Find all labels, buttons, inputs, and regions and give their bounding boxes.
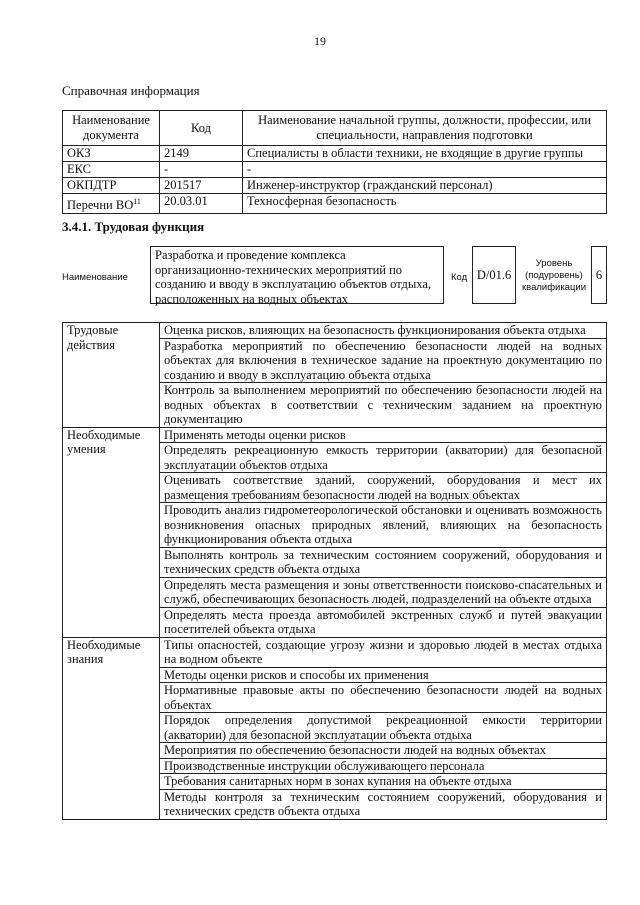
knowledge-item: Требования санитарных норм в зонах купания на объекте отдыха	[160, 774, 607, 790]
qualification-level-label: Уровень (подуровень) квалификации	[521, 258, 587, 293]
labor-actions-label: Трудовые действия	[63, 323, 160, 428]
cell-name: Инженер-инструктор (гражданский персонал)	[243, 178, 607, 194]
labor-action-item: Контроль за выполнением мероприятий по обеспечению безопасности людей на водных объектах в соответствии с техническим заданием на проектную документацию	[160, 383, 607, 428]
knowledge-item: Методы контроля за техническим состоянием сооружений, оборудования и технических средств объекта отдыха	[160, 789, 607, 819]
cell-code: 20.03.01	[160, 194, 243, 214]
cell-document: ОКПДТР	[63, 178, 160, 194]
table-row	[63, 162, 607, 178]
skill-item: Оценивать соответствие зданий, сооружений, оборудования и мест их размещения требованиям безопасности людей на водных объектах	[160, 473, 607, 503]
function-name-row	[62, 246, 607, 308]
reference-table	[62, 110, 607, 214]
cell-document: ОКЗ	[63, 146, 160, 162]
page-number: 19	[314, 34, 326, 48]
cell-document	[63, 194, 160, 214]
table-row	[63, 323, 607, 339]
reference-table-header	[63, 111, 607, 146]
function-code-value: D/01.6	[472, 246, 516, 304]
knowledge-item: Методы оценки рисков и способы их применения	[160, 667, 607, 683]
skill-item: Определять места проезда автомобилей экстренных служб и путей эвакуации посетителей объекта отдыха	[160, 607, 607, 637]
document-name: Перечни ВО	[67, 198, 134, 213]
table-row	[63, 178, 607, 194]
knowledge-item: Нормативные правовые акты по обеспечению безопасности людей на водных объектах	[160, 683, 607, 713]
reference-title: Справочная информация	[62, 83, 200, 98]
table-row	[63, 194, 607, 214]
knowledge-item: Производственные инструкции обслуживающего персонала	[160, 758, 607, 774]
header-document: Наименование документа	[63, 111, 160, 146]
header-group-name: Наименование начальной группы, должности, профессии, или специальности, направления подготовки	[243, 111, 607, 146]
skill-item: Проводить анализ гидрометеорологической обстановки и оценивать возможность возникновения опасных природных явлений, влияющих на безопасность функционирования объекта отдыха	[160, 503, 607, 548]
labor-action-item: Оценка рисков, влияющих на безопасность функционирования объекта отдыха	[160, 323, 607, 339]
skill-item: Определять рекреационную емкость территории (акватории) для безопасной эксплуатации объектов отдыха	[160, 443, 607, 473]
knowledge-item: Мероприятия по обеспечению безопасности людей на водных объектах	[160, 743, 607, 759]
labor-action-item: Разработка мероприятий по обеспечению безопасности людей на водных объектах для включения в техническое задание на проектную документацию по созданию и вводу в эксплуатацию объекта отдыха	[160, 338, 607, 383]
cell-document: ЕКС	[63, 162, 160, 178]
function-name-value: Разработка и проведение комплекса организационно-технических мероприятий по созданию и вводу в эксплуатацию объектов отдыха, расположенных на водных объектах	[150, 246, 444, 304]
function-details-table	[62, 322, 607, 820]
skill-item: Определять места размещения и зоны ответственности поисково-спасательных и служб, обеспечивающих безопасность людей, подразделений на объекте отдыха	[160, 577, 607, 607]
function-heading: 3.4.1. Трудовая функция	[62, 219, 205, 234]
cell-name: Специалисты в области техники, не входящие в другие группы	[243, 146, 607, 162]
qualification-level-value: 6	[591, 246, 607, 304]
table-row	[63, 427, 607, 443]
table-row	[63, 146, 607, 162]
cell-code: 201517	[160, 178, 243, 194]
required-knowledge-label: Необходимые знания	[63, 637, 160, 819]
cell-name: -	[243, 162, 607, 178]
skill-item: Применять методы оценки рисков	[160, 427, 607, 443]
required-skills-label: Необходимые умения	[63, 427, 160, 637]
cell-name: Техносферная безопасность	[243, 194, 607, 214]
table-row	[63, 637, 607, 667]
function-code-label: Код	[451, 272, 468, 283]
function-name-label: Наименование	[62, 272, 128, 283]
knowledge-item: Порядок определения допустимой рекреационной емкости территории (акватории) для безопасной эксплуатации объекта отдыха	[160, 713, 607, 743]
header-code: Код	[160, 111, 243, 146]
knowledge-item: Типы опасностей, создающие угрозу жизни и здоровью людей в местах отдыха на водном объекте	[160, 637, 607, 667]
cell-code: -	[160, 162, 243, 178]
skill-item: Выполнять контроль за техническим состоянием сооружений, оборудования и технических средств объекта отдыха	[160, 547, 607, 577]
footnote-mark: 11	[133, 197, 141, 206]
cell-code: 2149	[160, 146, 243, 162]
